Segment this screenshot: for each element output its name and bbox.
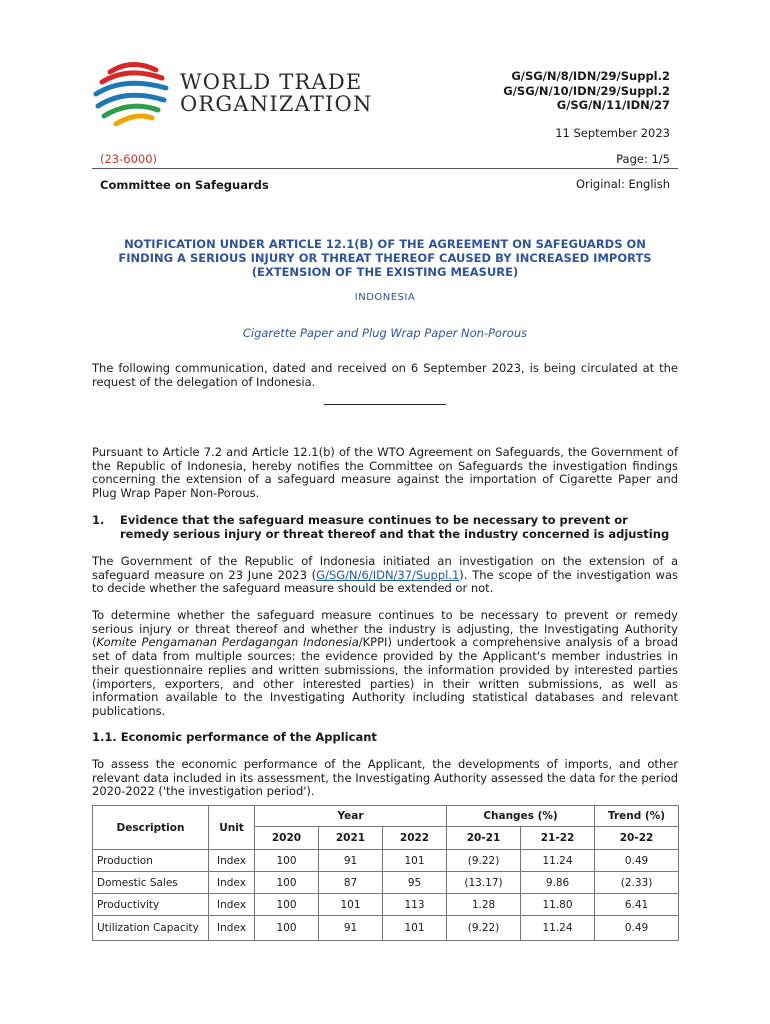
header-unit: Unit (209, 806, 255, 850)
cell-2020: 100 (255, 872, 319, 894)
header-trend-20-22: 20-22 (595, 827, 679, 850)
table-row (93, 872, 679, 894)
org-name-line1: WORLD TRADE (180, 70, 363, 94)
body-paragraph (92, 609, 678, 719)
header-year-2022: 2022 (383, 827, 447, 850)
table-row (93, 850, 679, 872)
cell-change-21-22: 9.86 (521, 872, 595, 894)
symbol-line: G/SG/N/10/IDN/29/Suppl.2 (503, 83, 670, 98)
committee-name: Committee on Safeguards (100, 178, 269, 192)
cell-2021: 91 (319, 850, 383, 872)
header-year-2021: 2021 (319, 827, 383, 850)
header-rule (92, 168, 678, 169)
cell-trend: 6.41 (595, 894, 679, 916)
intro-paragraph: The following communication, dated and received on 6 September 2023, is being circulated at the request of the delegation of Indonesia. (92, 361, 678, 389)
text-run: ). The scope of the investigation was to decide whether the safeguard measure should be extended or not. (92, 567, 679, 596)
cell-change-21-22: 11.80 (521, 894, 595, 916)
cell-change-21-22: 11.24 (521, 850, 595, 872)
cell-2022: 101 (383, 850, 447, 872)
section-heading (92, 514, 678, 542)
body-paragraph (92, 555, 678, 596)
cell-unit: Index (209, 916, 255, 941)
cell-2021: 87 (319, 872, 383, 894)
page-indicator: Page: 1/5 (616, 152, 670, 166)
cell-description: Productivity (93, 894, 209, 916)
product-name: Cigarette Paper and Plug Wrap Paper Non-Porous (242, 326, 528, 340)
body-paragraph: Pursuant to Article 7.2 and Article 12.1(b) of the WTO Agreement on Safeguards, the Government of the Republic of Indonesia, hereby notifies the Committee on Safeguards the investigation findings concerning the extension of a safeguard measure against the importation of Cigarette Paper and Plug Wrap Paper Non-Porous. (92, 445, 678, 501)
cell-description: Utilization Capacity (93, 916, 209, 941)
economic-performance-table (92, 805, 679, 941)
header-year: Year (255, 806, 447, 827)
org-name-line2: ORGANIZATION (180, 92, 373, 116)
symbol-line: G/SG/N/11/IDN/27 (556, 98, 670, 112)
cell-change-20-21: (9.22) (447, 916, 521, 941)
wto-logo (92, 58, 373, 130)
document-number: (23-6000) (100, 152, 158, 166)
cell-trend: (2.33) (595, 872, 679, 894)
document-date: 11 September 2023 (555, 126, 670, 140)
document-symbols (503, 69, 670, 113)
cell-change-21-22: 11.24 (521, 916, 595, 941)
italic-text-run: Komite Pengamanan Perdagangan Indonesia (96, 635, 359, 650)
text-run: The Government of the Republic of Indonesia initiated an investigation on the extension of a safeguard measure on 23 June 2023 ( (92, 554, 678, 582)
document-link[interactable]: G/SG/N/6/IDN/37/Suppl.1 (316, 567, 460, 582)
cell-description: Domestic Sales (93, 872, 209, 894)
wto-globe-icon (92, 60, 174, 126)
header-changes: Changes (%) (447, 806, 595, 827)
symbol-line: G/SG/N/8/IDN/29/Suppl.2 (511, 69, 670, 83)
cell-2020: 100 (255, 894, 319, 916)
cell-change-20-21: (9.22) (447, 850, 521, 872)
cell-unit: Index (209, 872, 255, 894)
table-row (93, 894, 679, 916)
cell-2020: 100 (255, 850, 319, 872)
cell-2022: 101 (383, 916, 447, 941)
header-change-21-22: 21-22 (521, 827, 595, 850)
cell-change-20-21: 1.28 (447, 894, 521, 916)
text-run: /KPPI) undertook a comprehensive analysis of a broad set of data from multiple sources: the evidence provided by the Applicant's member industries in their questionnaire replies and written submissions, the information provided by interested parties (importers, exporters, and other interested parties) in their written submissions, as well as information available to the Investigating Authority including statistical databases and relevant publications. (92, 635, 678, 718)
header-description: Description (93, 806, 209, 850)
section-title: Evidence that the safeguard measure continues to be necessary to prevent or remedy serious injury or threat thereof and that the industry concerned is adjusting (120, 513, 670, 541)
notification-title: NOTIFICATION UNDER ARTICLE 12.1(B) OF THE AGREEMENT ON SAFEGUARDS ON FINDING A SERIOUS INJURY OR THREAT THEREOF CAUSED BY INCREASED IMPORTS (EXTENSION OF THE EXISTING MEASURE) (118, 237, 652, 279)
table-row (93, 916, 679, 941)
cell-2021: 91 (319, 916, 383, 941)
cell-2020: 100 (255, 916, 319, 941)
body-paragraph: To assess the economic performance of the Applicant, the developments of imports, and other relevant data included in its assessment, the Investigating Authority assessed the data for the period 2020-2022 ('the investigation period'). (92, 757, 678, 799)
cell-unit: Index (209, 894, 255, 916)
header-year-2020: 2020 (255, 827, 319, 850)
section-number: 1. (92, 513, 105, 527)
separator-line (324, 404, 446, 405)
cell-2021: 101 (319, 894, 383, 916)
original-language: Original: English (575, 177, 670, 191)
member-country: INDONESIA (354, 292, 416, 303)
header-change-20-21: 20-21 (447, 827, 521, 850)
cell-2022: 95 (383, 872, 447, 894)
subsection-heading: 1.1. Economic performance of the Applicant (92, 730, 377, 744)
cell-trend: 0.49 (595, 850, 679, 872)
cell-change-20-21: (13.17) (447, 872, 521, 894)
cell-2022: 113 (383, 894, 447, 916)
cell-description: Production (93, 850, 209, 872)
header-trend: Trend (%) (595, 806, 679, 827)
cell-trend: 0.49 (595, 916, 679, 941)
cell-unit: Index (209, 850, 255, 872)
text-run: To determine whether the safeguard measure continues to be necessary to prevent or remedy serious injury or threat thereof and whether the industry is adjusting, the Investigating Authority ( (92, 608, 678, 650)
